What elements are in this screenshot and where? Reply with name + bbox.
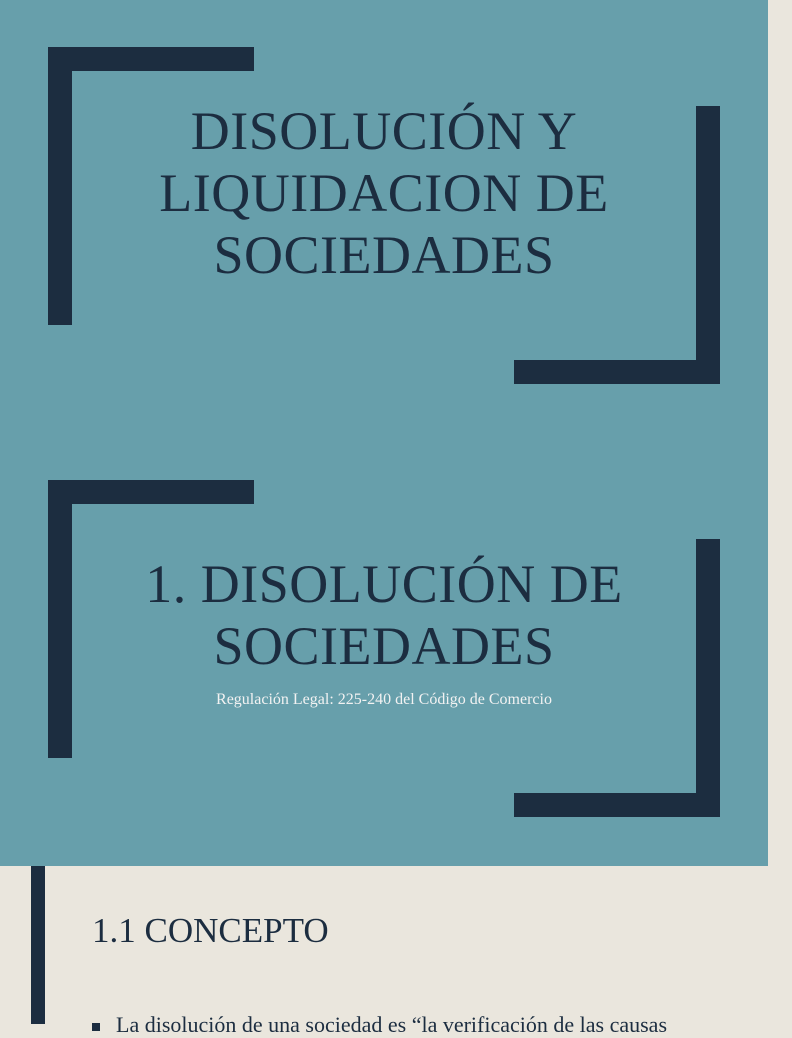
frame-bottom-right-horizontal — [514, 360, 720, 384]
bullet-square-icon — [92, 1023, 100, 1031]
concept-bullet — [92, 1012, 792, 1038]
concept-slide — [0, 866, 768, 1037]
section-title-line-1: 1. DISOLUCIÓN DE — [145, 554, 623, 614]
title-slide — [0, 0, 768, 433]
section-subtitle: Regulación Legal: 225-240 del Código de Comercio — [216, 691, 552, 708]
section-slide — [0, 433, 768, 866]
main-title — [0, 100, 768, 286]
main-title-line-1: DISOLUCIÓN Y — [190, 101, 578, 161]
frame-top-left-horizontal — [48, 480, 254, 504]
left-accent-bar — [31, 866, 45, 1024]
section-title — [0, 553, 768, 677]
main-title-line-3: SOCIEDADES — [213, 225, 555, 285]
frame-bottom-right-horizontal — [514, 793, 720, 817]
concept-heading: 1.1 CONCEPTO — [92, 911, 329, 950]
section-title-line-2: SOCIEDADES — [213, 616, 555, 676]
concept-bullet-text: La disolución de una sociedad es “la verificación de las causas — [116, 1012, 667, 1037]
main-title-line-2: LIQUIDACION DE — [159, 163, 609, 223]
frame-top-left-horizontal — [48, 47, 254, 71]
